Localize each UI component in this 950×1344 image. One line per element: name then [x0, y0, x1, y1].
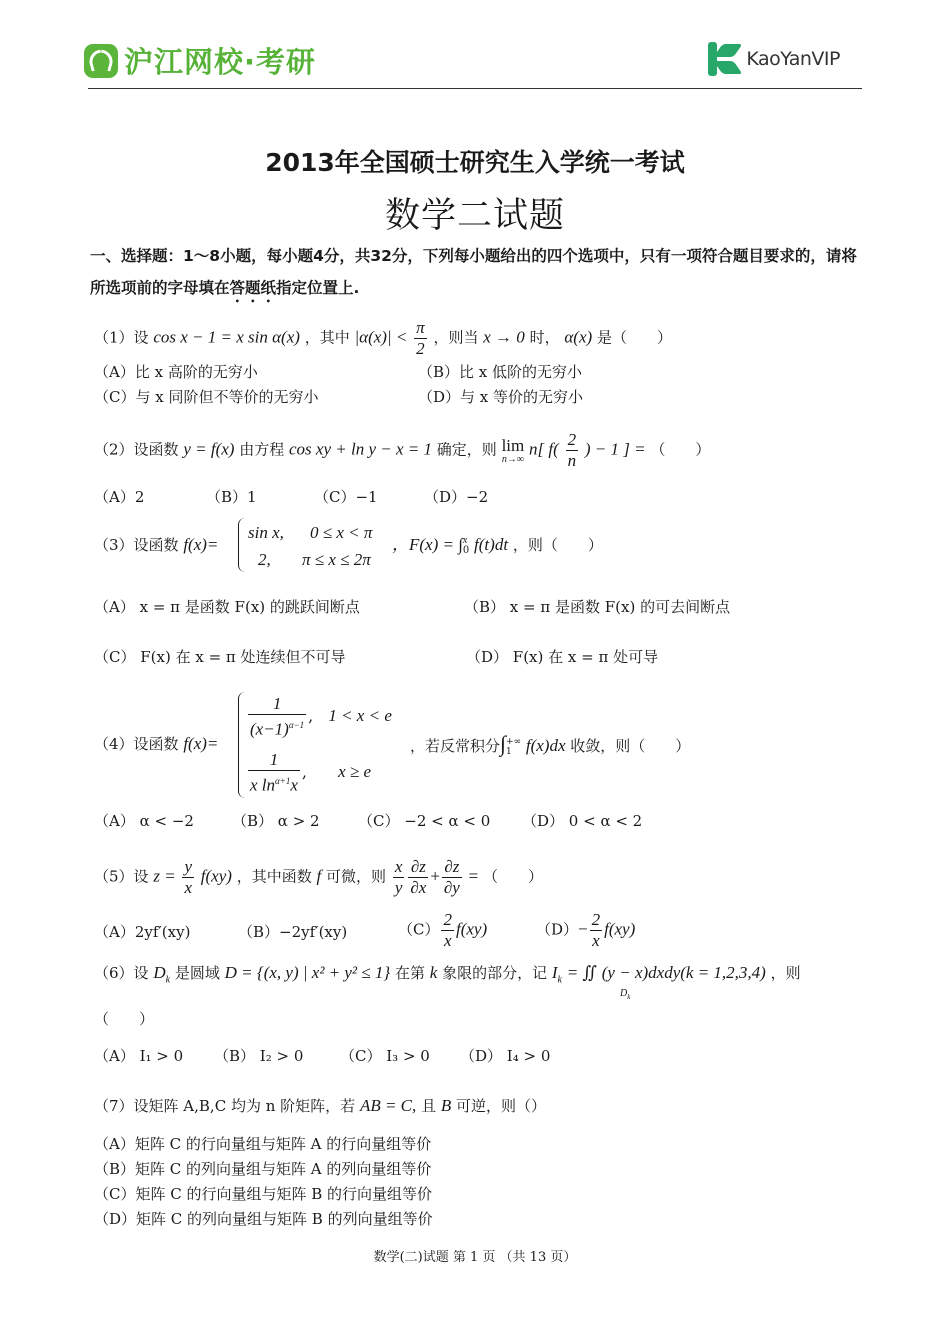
- question-4-stem: [94, 733, 218, 755]
- q3-brace: [238, 518, 245, 572]
- instructions-text-a: 一、选择题：1～8小题，每小题4分，共32分，下列每小题给出的四个选项中，只有一项符合题目要求的，请将所选项前的字母填在: [90, 247, 857, 297]
- q2-expr-a: n[ f(: [529, 439, 559, 459]
- q4-case-2-cond: x ≥ e: [338, 762, 371, 782]
- q6-integral-domain: $D_k$: [620, 988, 631, 1001]
- leaf-icon: [84, 44, 118, 78]
- q5-text-d: （ ）: [483, 867, 544, 886]
- q5-frac-x-y: $\frac{x}{y}$: [394, 857, 403, 897]
- q7-b: B: [440, 1096, 452, 1115]
- q6-integrand: (y − x)dxdy(k = 1,2,3,4): [601, 963, 766, 982]
- exam-title: 2013年全国硕士研究生入学统一考试: [265, 148, 685, 177]
- q5-option-c: （C） $\frac{2}{x}$ f(xy): [398, 910, 488, 950]
- q3-option-d: （D） F(x) 在 x = π 处可导: [466, 648, 659, 666]
- q4-brace: [238, 692, 245, 798]
- q3-integrand: f(t)dt: [474, 535, 509, 554]
- q4-option-c: （C） −2 < α < 0: [358, 812, 491, 830]
- q7-text-b: 且: [421, 1097, 437, 1115]
- q5-text-c: 可微，则: [326, 867, 387, 886]
- q1-text-e: 是（ ）: [596, 328, 672, 347]
- q4-option-a: （A） α < −2: [94, 812, 194, 830]
- q3-function: f(x)=: [183, 535, 219, 554]
- q7-option-c: （C）矩阵 C 的行向量组与矩阵 B 的行向量组等价: [94, 1185, 433, 1203]
- q7-equation: AB = C,: [359, 1096, 417, 1115]
- q6-text-b: 是圆域: [174, 964, 220, 982]
- q4-text-b: ，若反常积分: [410, 737, 501, 755]
- q3-case-2-cond: π ≤ x ≤ 2π: [302, 550, 371, 569]
- q4-integrand: f(x)dx: [525, 736, 566, 755]
- q3-case-1-cond: 0 ≤ x < π: [310, 523, 373, 542]
- q4-stem-tail: [410, 733, 690, 757]
- q3-text-a: （3）设函数: [94, 536, 179, 554]
- q4-case-1-frac: $\frac{1}{(x-1)^{\alpha-1}}$: [250, 694, 305, 739]
- q7-option-d: （D）矩阵 C 的列向量组与矩阵 B 的列向量组等价: [94, 1210, 433, 1228]
- q1-condition: |α(x)| <: [354, 327, 408, 347]
- q2-text-d: （ ）: [650, 440, 711, 459]
- q2-fraction: $\frac{2}{n}$: [567, 430, 577, 470]
- q5-text-a: （5）设: [94, 867, 149, 886]
- integral-sign: ∫: [500, 731, 507, 756]
- q5-z: z =: [153, 866, 176, 886]
- question-2-stem: [94, 430, 710, 471]
- q6-text-e: ，则: [770, 964, 801, 982]
- q5-text-b: ，其中函数: [236, 867, 312, 886]
- q5-frac-y-x: $\frac{y}{x}$: [184, 857, 192, 897]
- q3-case-2-expr: 2,: [258, 550, 271, 569]
- q2-text-c: 确定，则: [436, 440, 497, 459]
- q5-fxy: f(xy): [200, 866, 232, 886]
- q1-option-b: （B）比 x 低阶的无穷小: [418, 363, 583, 381]
- exam-subtitle: 数学二试题: [384, 196, 565, 236]
- q6-option-a: （A） I₁ > 0: [94, 1047, 184, 1065]
- q1-alpha: α(x): [564, 327, 593, 347]
- q1-text-a: （1）设: [94, 328, 149, 347]
- q5-plus: +: [430, 866, 440, 886]
- q3-option-c: （C） F(x) 在 x = π 处连续但不可导: [94, 648, 346, 666]
- q1-limit-var: x → 0: [483, 327, 525, 347]
- page-footer: 数学(二)试题 第 1 页 （共 13 页）: [373, 1250, 577, 1265]
- hujiang-logo: [84, 40, 316, 81]
- q5-option-a: （A）2yf′(xy): [94, 923, 191, 941]
- q1-text-b: ，其中: [304, 328, 350, 347]
- q2-option-b: （B）1: [206, 488, 257, 506]
- q2-option-d: （D）−2: [424, 488, 489, 506]
- q2-option-c: （C）−1: [314, 488, 378, 506]
- q2-text-b: 由方程: [239, 440, 285, 459]
- q7-text-c: 可逆，则（）: [456, 1097, 547, 1115]
- q6-option-d: （D） I₄ > 0: [460, 1047, 551, 1065]
- q3-case-1-expr: sin x,: [248, 523, 284, 542]
- question-5-stem: [94, 857, 543, 898]
- q3-option-a: （A） x = π 是函数 F(x) 的跳跃间断点: [94, 598, 360, 616]
- instructions-emphasis: 答题纸: [229, 279, 277, 297]
- q3-integral-limits: x 0: [462, 535, 470, 556]
- q4-function: f(x)=: [183, 734, 219, 753]
- q1-pi-over-2: $\frac{\pi}{2}$: [416, 318, 425, 358]
- q5-partial-x: $\frac{\partial z}{\partial x}$: [410, 857, 427, 897]
- q6-option-b: （B） I₂ > 0: [214, 1047, 304, 1065]
- q6-k: k: [429, 963, 438, 982]
- q5-partial-y: $\frac{\partial z}{\partial y}$: [443, 857, 460, 897]
- q4-option-b: （B） α > 2: [232, 812, 320, 830]
- q6-domain: D = {(x, y) | x² + y² ≤ 1}: [224, 963, 391, 982]
- q7-option-a: （A）矩阵 C 的行向量组与矩阵 A 的行向量组等价: [94, 1135, 432, 1153]
- section-instructions: [90, 240, 862, 306]
- kaoyanvip-logo: [708, 42, 840, 76]
- question-7-stem: [94, 1095, 546, 1117]
- q6-answer-paren: （ ）: [94, 1010, 155, 1028]
- q3-text-b: ，则（ ）: [512, 536, 603, 554]
- q2-limit: lim n→∞: [501, 435, 525, 465]
- q2-expr-b: ) − 1 ] =: [584, 439, 646, 459]
- q3-option-b: （B） x = π 是函数 F(x) 的可去间断点: [464, 598, 731, 616]
- q4-case-2: $\frac{1}{x \ln^{\alpha+1}x}$ , x ≥ e: [250, 750, 371, 795]
- q4-option-d: （D） 0 < α < 2: [522, 812, 643, 830]
- q5-option-d: （D）− $\frac{2}{x}$ f(xy): [536, 910, 636, 950]
- page-header: [88, 36, 862, 89]
- q2-text-a: （2）设函数: [94, 440, 179, 459]
- question-3-stem: [94, 534, 218, 556]
- q7-text-a: （7）设矩阵 A,B,C 均为 n 阶矩阵，若: [94, 1097, 356, 1115]
- q1-option-d: （D）与 x 等价的无穷小: [418, 388, 584, 406]
- q6-text-c: 在第: [394, 964, 425, 982]
- q4-case-1-cond: 1 < x < e: [328, 706, 392, 726]
- question-6-stem: [94, 962, 860, 991]
- q6-text-a: （6）设: [94, 964, 149, 982]
- q1-option-a: （A）比 x 高阶的无穷小: [94, 363, 258, 381]
- q6-option-c: （C） I₃ > 0: [340, 1047, 430, 1065]
- q1-text-c: ，则当: [433, 328, 479, 347]
- k-logo-icon: [708, 42, 740, 76]
- q6-ik: $I_k$: [551, 963, 562, 986]
- q1-text-d: 时，: [529, 328, 560, 347]
- q6-text-d: 象限的部分，记: [442, 964, 548, 982]
- q5-f: f: [316, 866, 322, 886]
- q3-stem-tail: [392, 534, 603, 556]
- kaoyanvip-brand-text: KaoYanVIP: [746, 48, 840, 70]
- q5-equals: =: [468, 866, 479, 886]
- q2-option-a: （A）2: [94, 488, 145, 506]
- q7-option-b: （B）矩阵 C 的列向量组与矩阵 A 的列向量组等价: [94, 1160, 432, 1178]
- q1-equation: cos x − 1 = x sin α(x): [153, 327, 300, 347]
- q4-integral-limits: +∞ 1: [506, 737, 522, 757]
- q2-function: y = f(x): [183, 439, 235, 459]
- q3-integral: ，F(x) = ∫: [392, 535, 463, 554]
- q6-double-integral: = ∬: [566, 963, 597, 982]
- hujiang-brand-text: 沪江网校·考研: [124, 45, 317, 79]
- q4-text-c: 收敛，则（ ）: [570, 737, 691, 755]
- question-1-stem: [94, 318, 672, 359]
- instructions-text-b: 指定位置上.: [276, 279, 360, 297]
- q4-text-a: （4）设函数: [94, 735, 179, 753]
- q6-dk: $D_k$: [153, 963, 171, 986]
- q5-option-b: （B）−2yf′(xy): [238, 923, 348, 941]
- q4-case-1: $\frac{1}{(x-1)^{\alpha-1}}$ , 1 < x < e: [250, 694, 392, 739]
- q2-equation: cos xy + ln y − x = 1: [289, 439, 432, 459]
- q1-option-c: （C）与 x 同阶但不等价的无穷小: [94, 388, 319, 406]
- q4-case-2-frac: $\frac{1}{x \ln^{\alpha+1}x}$: [250, 750, 298, 795]
